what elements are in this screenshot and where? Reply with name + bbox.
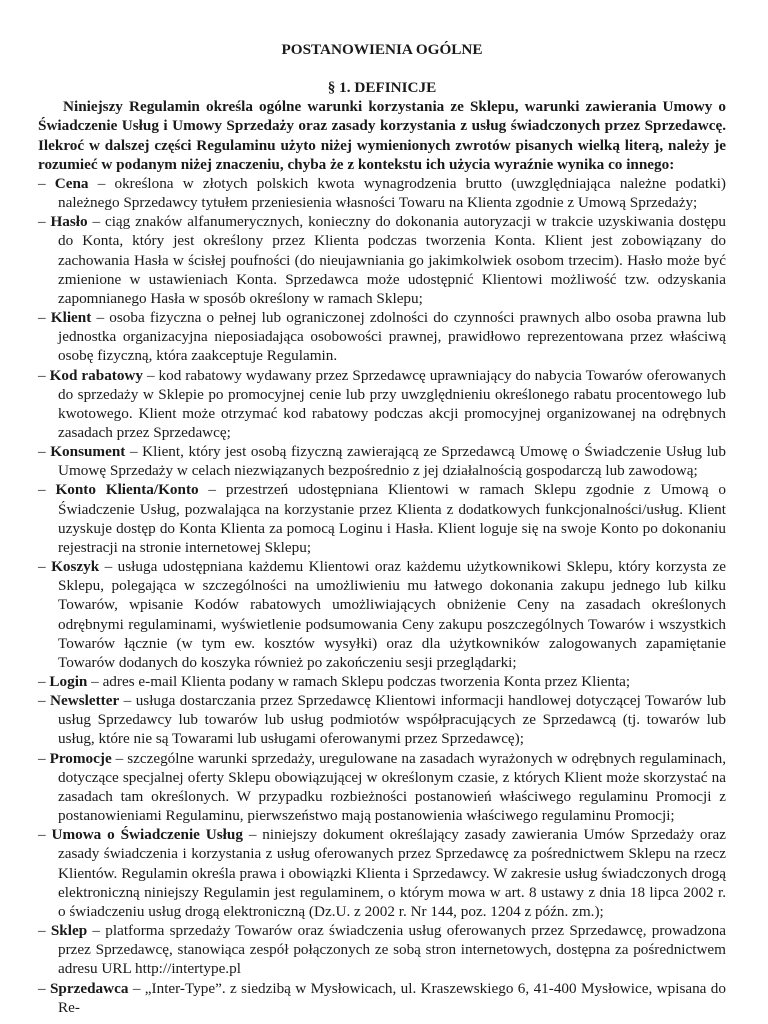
definition-dash: – — [38, 481, 46, 499]
definition-dash: – — [38, 213, 46, 231]
definition-item — [38, 672, 726, 691]
definition-dash: – — [38, 826, 46, 844]
definition-text: – określona w złotych polskich kwota wynagrodzenia brutto (uwzględniająca należne podatki) należnego Sprzedawcy tytułem przeniesienia własności Towaru na Klienta zgodnie z Umową Sprzedaży; — [58, 174, 726, 212]
definition-dash: – — [38, 749, 46, 767]
definition-dash: – — [38, 692, 46, 710]
definition-item — [38, 979, 726, 1017]
definition-dash: – — [38, 366, 46, 384]
definition-item — [38, 212, 726, 308]
definition-text: – niniejszy dokument określający zasady zawierania Umów Sprzedaży oraz zasady świadczenia i korzystania z usług oferowanych przez Sprzedawcę za pośrednictwem Sklepu na rzecz Klientów. Regulamin określa prawa i obowiązki Klienta i Sprzedawcy. W zakresie usług świadczonych drogą elektroniczną niniejszy Regulamin jest regulaminem, o którym mowa w art. 8 ustawy z dnia 18 lipca 2002 r. o świadczeniu usług drogą elektroniczną (Dz.U. z 2002 r. Nr 144, poz. 1204 z późn. zm.); — [58, 826, 727, 920]
definition-text: – ciąg znaków alfanumerycznych, konieczny do dokonania autoryzacji w trakcie uzyskiwania dostępu do Konta, który jest określony przez Klienta podczas tworzenia Konta. Klient jest zobowiązany do zachowania Hasła w ścisłej poufności (do nieujawniania go jakimkolwiek osobom trzecim). Hasło może być zmienione w ustawieniach Konta. Sprzedawca może udostępnić Klientowi możliwość tzw. odzyskania zapomnianego Hasła w sposób określony w ramach Sklepu; — [58, 213, 727, 307]
definition-term: Cena — [54, 174, 89, 192]
definition-item — [38, 366, 726, 443]
definition-dash: – — [38, 979, 46, 997]
definition-text: – osoba fizyczna o pełnej lub ograniczonej zdolności do czynności prawnych albo osoba prawna lub jednostka organizacyjna nieposiadająca osobowości prawnej, prawidłowo reprezentowana przez właściwą osobę fizyczną, która zaakceptuje Regulamin. — [58, 309, 726, 365]
definition-dash: – — [38, 558, 46, 576]
definition-term: Promocje — [49, 749, 112, 767]
definition-item — [38, 557, 726, 672]
definition-term: Kod rabatowy — [49, 366, 143, 384]
intro-paragraph — [38, 97, 726, 174]
definitions-list — [38, 174, 726, 1017]
definition-text: – „Inter-Type”. z siedzibą w Mysłowicach, ul. Kraszewskiego 6, 41‑400 Mysłowice, wpisana do Re- — [58, 979, 726, 1016]
definition-term: Umowa o Świadczenie Usług — [51, 826, 243, 844]
definition-text: – przestrzeń udostępniana Klientowi w ramach Sklepu zgodnie z Umową o Świadczenie Usług, pozwalająca na korzystanie przez Klienta z dodatkowych funkcjonalności/usług. Klient uzyskuje dostęp do Konta Klienta za pomocą Loginu i Hasła. Klient loguje się na swoje Konto po dokonaniu rejestracji na stronie internetowej Sklepu; — [58, 481, 726, 556]
definition-text: – szczególne warunki sprzedaży, uregulowane na zasadach wyrażonych w odrębnych regulaminach, dotyczące specjalnej oferty Sklepu obowiązującej w określonym czasie, z których Klient może skorzystać na zasadach tam określonych. W przypadku rozbieżności postanowień właściwego regulaminu Promocji z postanowieniami Regulaminu, pierwszeństwo mają postanowienia właściwego regulaminu Promocji; — [58, 749, 727, 825]
definition-dash: – — [38, 443, 46, 461]
document-title: POSTANOWIENIA OGÓLNE — [281, 41, 483, 58]
definition-text: – adres e-mail Klienta podany w ramach Sklepu podczas tworzenia Konta przez Klienta; — [87, 673, 631, 690]
definition-dash: – — [38, 174, 46, 192]
definition-text: – platforma sprzedaży Towarów oraz świadczenia usług oferowanych przez Sprzedawcę, prowadzona przez Sprzedawcę, stanowiąca zespół połączonych ze sobą stron internetowych, dostępna za pośrednictwem adresu URL http://intertype.pl — [58, 922, 726, 978]
section-heading: § 1. DEFINICJE — [327, 79, 437, 97]
definition-item — [38, 825, 726, 921]
definition-item — [38, 308, 726, 365]
definition-term: Klient — [50, 309, 92, 327]
definition-dash: – — [38, 922, 46, 940]
definition-text: – kod rabatowy wydawany przez Sprzedawcę uprawniający do nabycia Towarów oferowanych do sprzedaży w Sklepie po promocyjnej cenie lub przy uwzględnieniu określonego rabatu procentowego lub kwotowego. Klient może otrzymać kod rabatowy podczas akcji promocyjnej organizowanej na odrębnych zasadach przez Sprzedawcę; — [58, 366, 726, 441]
definition-item — [38, 921, 726, 978]
definition-term: Koszyk — [51, 558, 100, 576]
definition-text: – usługa udostępniana każdemu Klientowi oraz każdemu użytkownikowi Sklepu, który korzysta ze Sklepu, polegająca w szczególności na umożliwieniu mu łatwego dokonania zakupu jednego lub kilku Towarów, wpisanie Kodów rabatowych umożliwiających obniżenie Ceny na zasadach określonych odrębnymi regulaminami, wyświetlenie podsumowania Ceny zakupu poszczególnych Towarów i wszystkich Towarów łącznie (w tym ew. kosztów wysyłki) oraz dla użytkowników zalogowanych zapamiętanie Towarów dodanych do koszyka również po zakończeniu sesji przeglądarki; — [58, 558, 727, 671]
definition-dash: – — [38, 309, 46, 327]
definition-text: – usługa dostarczania przez Sprzedawcę Klientowi informacji handlowej dotyczącej Towarów lub usług Sprzedawcy lub towarów lub usług podmiotów współpracujących ze Sprzedawcą (tj. towarów lub usług, które nie są Towarami lub usługami oferowanymi przez Sprzedawcę); — [58, 692, 726, 748]
definition-item — [38, 174, 726, 212]
definition-term: Sprzedawca — [49, 979, 129, 997]
definition-term: Sklep — [50, 922, 88, 940]
definition-term: Konto Klienta/Konto — [55, 481, 199, 499]
definition-term: Login — [49, 673, 88, 690]
definition-term: Hasło — [50, 213, 88, 231]
definition-item — [38, 749, 726, 826]
definition-term: Newsletter — [50, 692, 120, 710]
definition-dash: – — [38, 673, 46, 690]
definition-item — [38, 442, 726, 480]
definition-item — [38, 480, 726, 557]
intro-text: Niniejszy Regulamin określa ogólne warunki korzystania ze Sklepu, warunki zawierania Umowy o Świadczenie Usług i Umowy Sprzedaży oraz zasady korzystania z usług świadczonych przez Sprzedawcę. Ilekroć w dalszej części Regulaminu użyto niżej wymienionych zwrotów pisanych wielką literą, należy je rozumieć w podanym niżej znaczeniu, chyba że z kontekstu ich użycia wyraźnie wynika co innego: — [38, 98, 726, 173]
definition-term: Konsument — [50, 443, 126, 461]
definition-item — [38, 691, 726, 748]
definition-text: – Klient, który jest osobą fizyczną zawierającą ze Sprzedawcą Umowę o Świadczenie Usług lub Umowę Sprzedaży w celach niezwiązanych bezpośrednio z jej działalnością gospodarczą lub zawodową; — [58, 443, 726, 480]
